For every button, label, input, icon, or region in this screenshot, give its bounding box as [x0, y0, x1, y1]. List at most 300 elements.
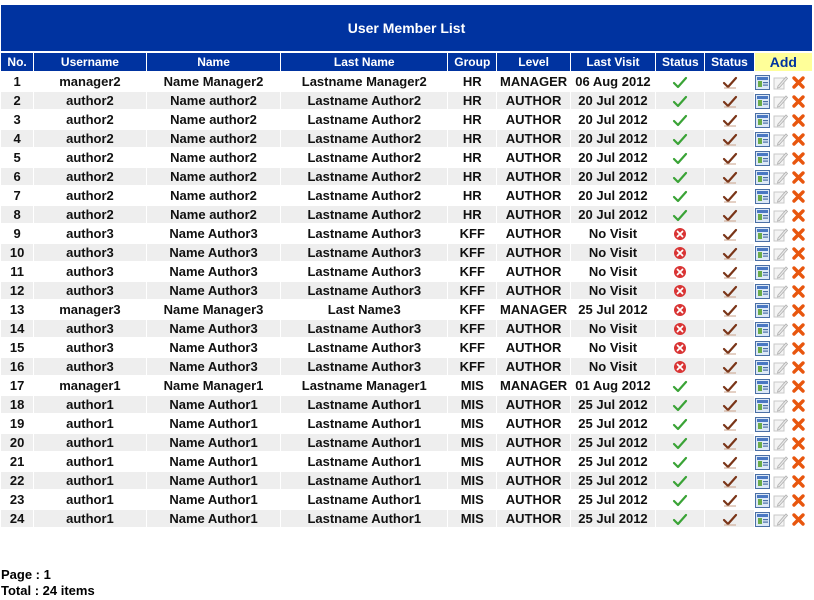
dark-check-icon[interactable]: [722, 397, 738, 412]
edit-pencil-icon[interactable]: [773, 132, 788, 147]
cell-actions: [755, 168, 812, 185]
edit-pencil-icon[interactable]: [773, 398, 788, 413]
cell-actions: [755, 377, 812, 394]
cell-last-visit: 20 Jul 2012: [571, 130, 655, 147]
view-profile-icon[interactable]: [755, 75, 770, 90]
cell-status: [656, 73, 704, 90]
view-profile-icon[interactable]: [755, 94, 770, 109]
cell-last-visit: 25 Jul 2012: [578, 492, 648, 507]
delete-x-icon[interactable]: [791, 151, 806, 166]
table-row: [1, 491, 812, 508]
cell-username: author3: [66, 340, 114, 355]
cell-username: author1: [66, 454, 114, 469]
header-last-visit: Last Visit: [571, 53, 655, 71]
cell-status: [656, 396, 704, 413]
cell-actions: [755, 339, 812, 356]
cell-last-visit: 20 Jul 2012: [578, 150, 648, 165]
cell-status: [656, 187, 704, 204]
member-table: [0, 51, 813, 529]
view-profile-icon[interactable]: [755, 246, 770, 261]
dark-check-icon[interactable]: [722, 378, 738, 393]
delete-x-icon[interactable]: [791, 322, 806, 337]
view-profile-icon[interactable]: [755, 398, 770, 413]
cell-no: 21: [9, 454, 25, 469]
cell-last-name: Lastname Author1: [307, 454, 422, 469]
cell-status: [656, 168, 704, 185]
delete-x-icon[interactable]: [791, 227, 806, 242]
cell-level: MANAGER: [500, 302, 568, 317]
cell-actions: [755, 282, 812, 299]
cell-last-name: Lastname Author1: [281, 434, 447, 451]
dark-check-icon[interactable]: [722, 302, 738, 317]
edit-pencil-icon[interactable]: [773, 512, 788, 527]
view-profile-icon[interactable]: [755, 170, 770, 185]
dark-check-icon[interactable]: [722, 321, 738, 336]
header-no: No.: [1, 53, 33, 71]
cell-username: author2: [66, 150, 114, 165]
edit-pencil-icon[interactable]: [773, 189, 788, 204]
edit-pencil-icon[interactable]: [773, 303, 788, 318]
dark-check-icon[interactable]: [722, 416, 738, 431]
dark-check-icon[interactable]: [722, 74, 738, 89]
view-profile-icon[interactable]: [755, 379, 770, 394]
cell-group: HR: [448, 130, 496, 147]
view-profile-icon[interactable]: [755, 208, 770, 223]
cell-name: Name Author1: [169, 416, 258, 431]
cell-status-toggle[interactable]: [705, 415, 753, 432]
delete-x-icon[interactable]: [791, 341, 806, 356]
delete-x-icon[interactable]: [791, 94, 806, 109]
view-profile-icon[interactable]: [755, 189, 770, 204]
delete-x-icon[interactable]: [791, 303, 806, 318]
table-row: [1, 73, 812, 90]
edit-pencil-icon[interactable]: [773, 113, 788, 128]
cell-status-toggle[interactable]: [705, 73, 753, 90]
table-row: [1, 206, 812, 223]
delete-x-icon[interactable]: [791, 208, 806, 223]
dark-check-icon[interactable]: [722, 169, 738, 184]
cell-last-visit: 25 Jul 2012: [571, 510, 655, 527]
green-check-icon: [672, 131, 688, 146]
cell-no: 8: [1, 206, 33, 223]
view-profile-icon[interactable]: [755, 132, 770, 147]
red-x-circle-icon: [672, 264, 688, 279]
cell-status-toggle[interactable]: [705, 282, 753, 299]
cell-group: HR: [448, 168, 496, 185]
cell-name: Name Author3: [147, 358, 281, 375]
delete-x-icon[interactable]: [791, 189, 806, 204]
delete-x-icon[interactable]: [791, 113, 806, 128]
cell-last-visit: 20 Jul 2012: [578, 112, 648, 127]
cell-status-toggle[interactable]: [705, 92, 753, 109]
green-check-icon: [672, 454, 688, 469]
header-username: Username: [34, 53, 146, 71]
cell-last-name: Lastname Author3: [307, 226, 422, 241]
dark-check-icon[interactable]: [722, 264, 738, 279]
dark-check-icon[interactable]: [722, 245, 738, 260]
cell-name: Name Author3: [147, 282, 281, 299]
table-row: [1, 149, 812, 166]
delete-x-icon[interactable]: [791, 246, 806, 261]
cell-last-name: Lastname Author2: [281, 130, 447, 147]
view-profile-icon[interactable]: [755, 284, 770, 299]
header-level: Level: [497, 53, 569, 71]
cell-last-visit: 20 Jul 2012: [571, 206, 655, 223]
cell-last-visit: No Visit: [588, 226, 638, 241]
cell-username: author3: [66, 226, 114, 241]
header-group: Group: [448, 53, 496, 71]
cell-name: Name Author1: [147, 396, 281, 413]
cell-status-toggle[interactable]: [705, 130, 753, 147]
view-profile-icon[interactable]: [755, 265, 770, 280]
cell-status-toggle[interactable]: [705, 206, 753, 223]
edit-pencil-icon[interactable]: [773, 436, 788, 451]
cell-status-toggle[interactable]: [705, 434, 753, 451]
cell-group: KFF: [459, 302, 485, 317]
cell-status-toggle[interactable]: [705, 111, 753, 128]
cell-status-toggle[interactable]: [705, 453, 753, 470]
view-profile-icon[interactable]: [755, 512, 770, 527]
cell-group: HR: [462, 112, 482, 127]
cell-status-toggle[interactable]: [705, 358, 753, 375]
cell-last-name: Lastname Author1: [307, 492, 422, 507]
edit-pencil-icon[interactable]: [773, 417, 788, 432]
green-check-icon: [672, 150, 688, 165]
delete-x-icon[interactable]: [791, 417, 806, 432]
view-profile-icon[interactable]: [755, 360, 770, 375]
cell-level: AUTHOR: [497, 92, 569, 109]
cell-status-toggle[interactable]: [705, 472, 753, 489]
table-header-row: [1, 53, 812, 71]
dark-check-icon[interactable]: [722, 188, 738, 203]
cell-actions: [755, 472, 812, 489]
cell-status-toggle[interactable]: [705, 149, 753, 166]
cell-no: 24: [1, 510, 33, 527]
delete-x-icon[interactable]: [791, 284, 806, 299]
cell-username: author3: [66, 264, 114, 279]
total-items: Total : 24 items: [1, 583, 95, 598]
table-row: [1, 130, 812, 147]
green-check-icon: [672, 397, 688, 412]
view-profile-icon[interactable]: [755, 417, 770, 432]
cell-last-visit: 01 Aug 2012: [575, 378, 651, 393]
table-row: [1, 111, 812, 128]
cell-status: [656, 206, 704, 223]
dark-check-icon[interactable]: [722, 112, 738, 127]
cell-name: Name author2: [147, 130, 281, 147]
cell-name: Name Author3: [169, 340, 258, 355]
table-row: [1, 415, 812, 432]
cell-username: author1: [66, 492, 114, 507]
edit-pencil-icon[interactable]: [773, 341, 788, 356]
cell-name: Name Author1: [169, 454, 258, 469]
cell-last-name: Lastname Author2: [307, 150, 422, 165]
cell-group: HR: [462, 74, 482, 89]
delete-x-icon[interactable]: [791, 436, 806, 451]
table-row: [1, 92, 812, 109]
cell-last-visit: 25 Jul 2012: [571, 434, 655, 451]
cell-last-name: Lastname Author3: [281, 282, 447, 299]
cell-name: Name Author1: [147, 434, 281, 451]
cell-name: Name Author1: [147, 472, 281, 489]
view-profile-icon[interactable]: [755, 436, 770, 451]
cell-username: author3: [34, 320, 146, 337]
edit-pencil-icon[interactable]: [773, 94, 788, 109]
cell-last-visit: 25 Jul 2012: [578, 416, 648, 431]
dark-check-icon[interactable]: [722, 492, 738, 507]
view-profile-icon[interactable]: [755, 151, 770, 166]
cell-actions: [755, 149, 812, 166]
edit-pencil-icon[interactable]: [773, 493, 788, 508]
cell-level: AUTHOR: [497, 244, 569, 261]
cell-status-toggle[interactable]: [705, 491, 753, 508]
table-row: [1, 377, 812, 394]
cell-group: MIS: [448, 510, 496, 527]
cell-name: Name author2: [170, 188, 257, 203]
dark-check-icon[interactable]: [722, 454, 738, 469]
cell-last-name: Lastname Author1: [307, 416, 422, 431]
cell-last-visit: No Visit: [571, 244, 655, 261]
cell-status-toggle[interactable]: [705, 244, 753, 261]
view-profile-icon[interactable]: [755, 113, 770, 128]
table-row: [1, 453, 812, 470]
cell-level: MANAGER: [500, 74, 568, 89]
cell-name: Name Author3: [169, 264, 258, 279]
cell-username: author1: [34, 434, 146, 451]
dark-check-icon[interactable]: [722, 283, 738, 298]
green-check-icon: [672, 435, 688, 450]
edit-pencil-icon[interactable]: [773, 474, 788, 489]
cell-actions: [755, 73, 812, 90]
cell-level: AUTHOR: [497, 206, 569, 223]
red-x-circle-icon: [672, 283, 688, 298]
cell-actions: [755, 453, 812, 470]
cell-actions: [755, 130, 812, 147]
view-profile-icon[interactable]: [755, 227, 770, 242]
cell-actions: [755, 301, 812, 318]
dark-check-icon[interactable]: [722, 473, 738, 488]
cell-status: [656, 149, 704, 166]
green-check-icon: [672, 378, 688, 393]
cell-group: MIS: [448, 434, 496, 451]
cell-group: HR: [448, 206, 496, 223]
cell-no: 14: [1, 320, 33, 337]
cell-last-visit: No Visit: [571, 282, 655, 299]
table-row: [1, 358, 812, 375]
dark-check-icon[interactable]: [722, 93, 738, 108]
view-profile-icon[interactable]: [755, 455, 770, 470]
cell-username: manager3: [59, 302, 121, 317]
delete-x-icon[interactable]: [791, 493, 806, 508]
cell-last-name: Last Name3: [327, 302, 401, 317]
delete-x-icon[interactable]: [791, 360, 806, 375]
cell-name: Name author2: [147, 92, 281, 109]
cell-group: MIS: [460, 378, 484, 393]
cell-status-toggle[interactable]: [705, 510, 753, 527]
view-profile-icon[interactable]: [755, 474, 770, 489]
cell-last-visit: 25 Jul 2012: [578, 454, 648, 469]
edit-pencil-icon[interactable]: [773, 322, 788, 337]
green-check-icon: [672, 169, 688, 184]
dark-check-icon[interactable]: [722, 150, 738, 165]
cell-status: [656, 510, 704, 527]
cell-status-toggle[interactable]: [705, 377, 753, 394]
cell-actions: [755, 92, 812, 109]
cell-name: Name Author3: [169, 226, 258, 241]
cell-actions: [755, 206, 812, 223]
red-x-circle-icon: [672, 359, 688, 374]
cell-group: KFF: [448, 282, 496, 299]
cell-last-name: Lastname Author2: [281, 168, 447, 185]
cell-actions: [755, 396, 812, 413]
edit-pencil-icon[interactable]: [773, 265, 788, 280]
delete-x-icon[interactable]: [791, 170, 806, 185]
red-x-circle-icon: [672, 302, 688, 317]
cell-level: AUTHOR: [505, 454, 562, 469]
cell-level: AUTHOR: [505, 188, 562, 203]
cell-last-visit: No Visit: [571, 358, 655, 375]
view-profile-icon[interactable]: [755, 493, 770, 508]
edit-pencil-icon[interactable]: [773, 246, 788, 261]
cell-name: Name Author3: [147, 320, 281, 337]
edit-pencil-icon[interactable]: [773, 208, 788, 223]
table-row: [1, 510, 812, 527]
cell-no: 7: [13, 188, 21, 203]
cell-no: 23: [9, 492, 25, 507]
cell-status: [656, 358, 704, 375]
cell-status-toggle[interactable]: [705, 396, 753, 413]
cell-actions: [755, 187, 812, 204]
delete-x-icon[interactable]: [791, 75, 806, 90]
cell-status: [656, 339, 704, 356]
cell-level: AUTHOR: [505, 150, 562, 165]
cell-status: [656, 263, 704, 280]
view-profile-icon[interactable]: [755, 303, 770, 318]
cell-last-visit: No Visit: [571, 320, 655, 337]
cell-last-visit: No Visit: [588, 340, 638, 355]
dark-check-icon[interactable]: [722, 511, 738, 526]
cell-last-name: Lastname Author2: [281, 206, 447, 223]
green-check-icon: [672, 207, 688, 222]
cell-level: AUTHOR: [497, 320, 569, 337]
edit-pencil-icon[interactable]: [773, 379, 788, 394]
cell-actions: [755, 225, 812, 242]
cell-last-visit: 25 Jul 2012: [571, 472, 655, 489]
cell-last-name: Lastname Manager1: [301, 378, 427, 393]
add-user-button[interactable]: Add: [755, 53, 812, 71]
dark-check-icon[interactable]: [722, 359, 738, 374]
cell-name: Name Author1: [169, 492, 258, 507]
cell-status: [656, 92, 704, 109]
header-name: Name: [147, 53, 281, 71]
cell-last-visit: 06 Aug 2012: [575, 74, 651, 89]
cell-group: HR: [462, 150, 482, 165]
cell-username: author2: [34, 130, 146, 147]
cell-status: [656, 320, 704, 337]
table-row: [1, 434, 812, 451]
green-check-icon: [672, 74, 688, 89]
dark-check-icon[interactable]: [722, 340, 738, 355]
dark-check-icon[interactable]: [722, 131, 738, 146]
edit-pencil-icon[interactable]: [773, 170, 788, 185]
cell-last-name: Lastname Author2: [281, 92, 447, 109]
dark-check-icon[interactable]: [722, 226, 738, 241]
cell-last-name: Lastname Author2: [307, 188, 422, 203]
table-row: [1, 396, 812, 413]
cell-status-toggle[interactable]: [705, 339, 753, 356]
cell-level: AUTHOR: [505, 264, 562, 279]
delete-x-icon[interactable]: [791, 398, 806, 413]
cell-username: author3: [34, 282, 146, 299]
red-x-circle-icon: [672, 245, 688, 260]
cell-level: AUTHOR: [505, 492, 562, 507]
cell-group: KFF: [459, 264, 485, 279]
dark-check-icon[interactable]: [722, 435, 738, 450]
view-profile-icon[interactable]: [755, 341, 770, 356]
cell-status: [656, 282, 704, 299]
cell-last-name: Lastname Author3: [281, 358, 447, 375]
cell-no: 17: [9, 378, 25, 393]
delete-x-icon[interactable]: [791, 512, 806, 527]
cell-username: author1: [34, 472, 146, 489]
table-row: [1, 168, 812, 185]
delete-x-icon[interactable]: [791, 132, 806, 147]
page-title: User Member List: [1, 5, 812, 51]
cell-group: KFF: [448, 358, 496, 375]
cell-no: 18: [1, 396, 33, 413]
delete-x-icon[interactable]: [791, 379, 806, 394]
green-check-icon: [672, 188, 688, 203]
cell-status-toggle[interactable]: [705, 187, 753, 204]
cell-name: Name author2: [170, 112, 257, 127]
edit-pencil-icon[interactable]: [773, 284, 788, 299]
cell-group: KFF: [448, 244, 496, 261]
cell-status-toggle[interactable]: [705, 320, 753, 337]
cell-status-toggle[interactable]: [705, 168, 753, 185]
cell-no: 11: [10, 264, 24, 279]
delete-x-icon[interactable]: [791, 455, 806, 470]
cell-username: author2: [34, 92, 146, 109]
cell-level: AUTHOR: [497, 510, 569, 527]
edit-pencil-icon[interactable]: [773, 151, 788, 166]
cell-no: 13: [9, 302, 25, 317]
cell-status: [656, 225, 704, 242]
member-list-panel: [1, 5, 812, 529]
cell-username: author2: [34, 168, 146, 185]
delete-x-icon[interactable]: [791, 474, 806, 489]
cell-level: AUTHOR: [505, 340, 562, 355]
view-profile-icon[interactable]: [755, 322, 770, 337]
cell-last-name: Lastname Author3: [307, 340, 422, 355]
cell-no: 22: [1, 472, 33, 489]
edit-pencil-icon[interactable]: [773, 227, 788, 242]
dark-check-icon[interactable]: [722, 207, 738, 222]
cell-status-toggle[interactable]: [705, 263, 753, 280]
cell-group: MIS: [460, 416, 484, 431]
edit-pencil-icon[interactable]: [773, 455, 788, 470]
header-status-toggle: Status: [705, 53, 753, 71]
cell-name: Name Author1: [147, 510, 281, 527]
cell-last-visit: 20 Jul 2012: [571, 168, 655, 185]
edit-pencil-icon[interactable]: [773, 360, 788, 375]
cell-status-toggle[interactable]: [705, 301, 753, 318]
delete-x-icon[interactable]: [791, 265, 806, 280]
cell-name: Name Author3: [147, 244, 281, 261]
edit-pencil-icon[interactable]: [773, 75, 788, 90]
cell-no: 19: [9, 416, 25, 431]
cell-status-toggle[interactable]: [705, 225, 753, 242]
table-row: [1, 339, 812, 356]
